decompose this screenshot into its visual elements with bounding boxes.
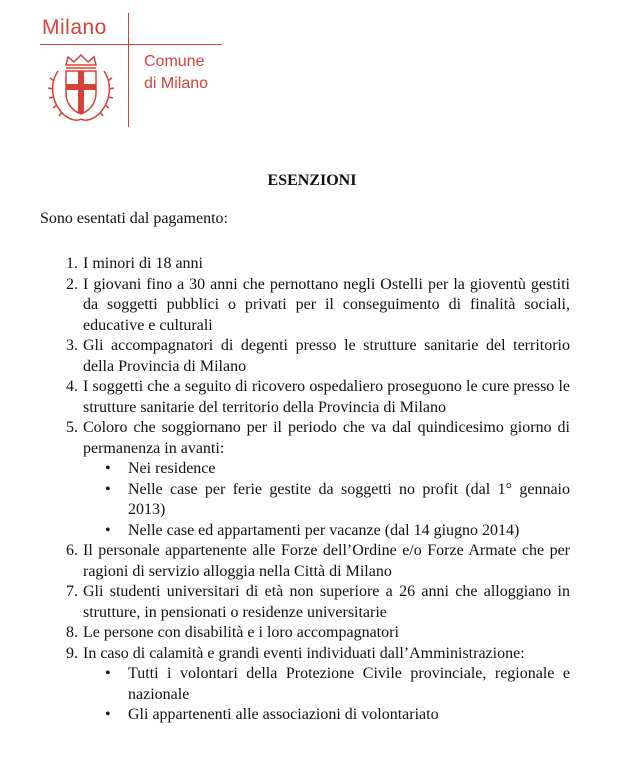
sublist-item (83, 664, 570, 705)
letterhead (0, 0, 260, 135)
sublist-item-text: Nelle case per ferie gestite da soggetti no profit (dal 1° gennaio 2013) (128, 480, 570, 518)
list-item-text: I minori di 18 anni (83, 255, 203, 272)
list-item-number: 2. (66, 275, 78, 293)
list-item-number: 8. (66, 624, 78, 641)
bullet-icon: • (105, 460, 111, 477)
list-item-number: 4. (66, 378, 78, 395)
sublist-item (83, 705, 570, 726)
list-item-number: 5. (66, 419, 78, 436)
list-item-text: I soggetti che a seguito di ricovero ospedaliero proseguono le cure presso le strutture sanitarie del territorio della Provincia di Milano (83, 378, 570, 416)
list-item-text: In caso di calamità e grandi eventi individuati dall’Amministrazione: (83, 644, 525, 662)
sublist (83, 664, 570, 726)
list-item-number: 9. (66, 644, 78, 662)
list-item (60, 541, 570, 582)
letterhead-divider-vertical (128, 13, 129, 127)
list-item-number: 6. (66, 542, 78, 559)
comune-label (144, 51, 208, 95)
letterhead-divider-horizontal (40, 44, 222, 45)
brand-wordmark: Milano (42, 16, 107, 39)
sublist-item-text: Nelle case ed appartamenti per vacanze (dal 14 giugno 2014) (128, 521, 520, 539)
list-item-number: 1. (66, 255, 78, 272)
sublist-item-text: Gli appartenenti alle associazioni di volontariato (128, 706, 439, 723)
page-title: ESENZIONI (267, 172, 357, 189)
list-item-text: Gli studenti universitari di età non superiore a 26 anni che alloggiano in strutture, in pensionati o residenze universitarie (83, 583, 570, 621)
milano-crest-icon (44, 51, 118, 125)
list-item (60, 623, 570, 644)
sublist-item (83, 459, 570, 480)
list-item-number: 7. (66, 583, 78, 600)
bullet-icon: • (105, 665, 111, 682)
bullet-icon: • (105, 521, 111, 539)
list-item-text: Coloro che soggiornano per il periodo che va dal quindicesimo giorno di permanenza in avanti: (83, 419, 570, 457)
comune-line-1: Comune (144, 53, 205, 70)
list-item (60, 275, 570, 337)
list-item-text: I giovani fino a 30 anni che pernottano negli Ostelli per la gioventù gestiti da soggetti pubblici o privati per il conseguimento di finalità sociali, educative e culturali (83, 275, 570, 334)
sublist-item-text: Nei residence (128, 460, 216, 477)
list-item (60, 644, 570, 726)
bullet-icon: • (105, 480, 111, 498)
sublist (83, 459, 570, 541)
list-item (60, 377, 570, 418)
bullet-icon: • (105, 706, 111, 723)
sublist-item (83, 480, 570, 521)
list-item (60, 254, 570, 275)
list-item (60, 418, 570, 541)
list-item-number: 3. (66, 337, 78, 354)
list-item (60, 582, 570, 623)
list-item-text: Le persone con disabilità e i loro accompagnatori (83, 624, 399, 641)
sublist-item-text: Tutti i volontari della Protezione Civile provinciale, regionale e nazionale (128, 665, 570, 703)
list-item-text: Gli accompagnatori di degenti presso le strutture sanitarie del territorio della Provincia di Milano (83, 337, 570, 375)
list-item (60, 336, 570, 377)
exemptions-list (60, 254, 570, 726)
list-item-text: Il personale appartenente alle Forze dell’Ordine e/o Forze Armate che per ragioni di servizio alloggia nella Città di Milano (83, 542, 570, 580)
sublist-item (83, 521, 570, 542)
intro-text: Sono esentati dal pagamento: (40, 210, 228, 227)
comune-line-2: di Milano (144, 75, 209, 92)
